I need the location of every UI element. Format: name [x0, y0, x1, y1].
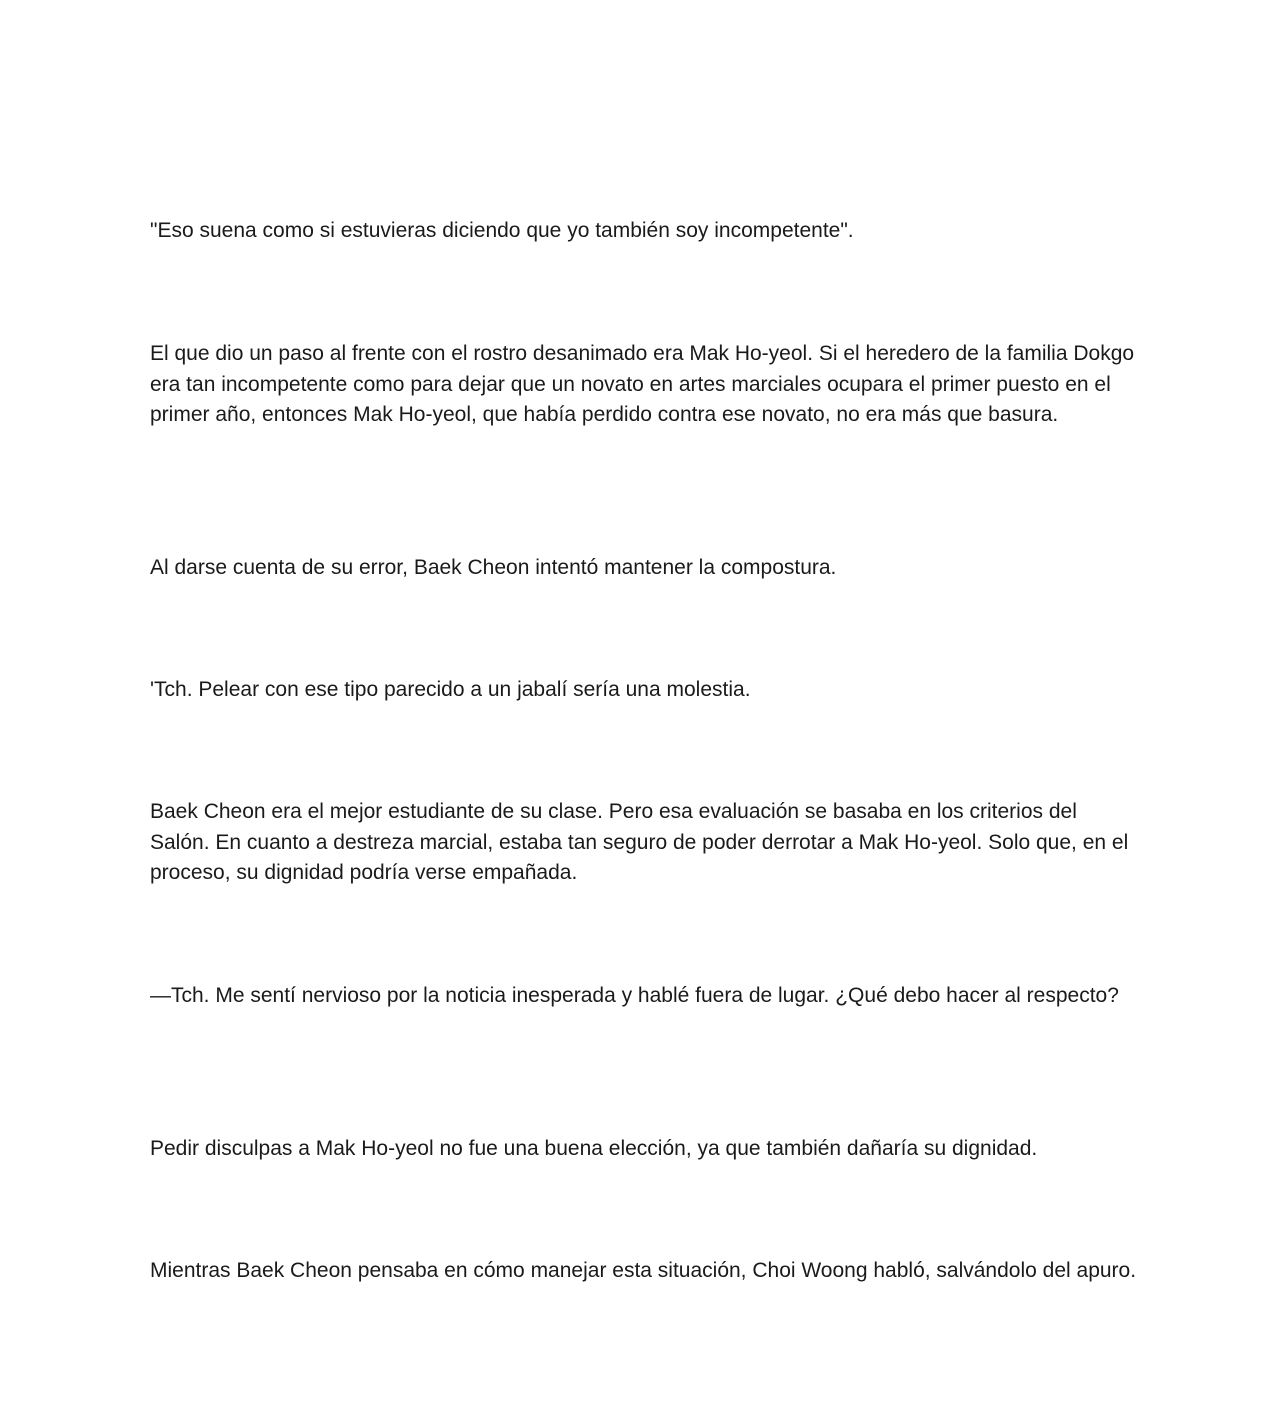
paragraph-8: Mientras Baek Cheon pensaba en cómo manejar esta situación, Choi Woong habló, salvándolo del apuro. [150, 1259, 1137, 1282]
paragraph-3: Al darse cuenta de su error, Baek Cheon intentó mantener la compostura. [150, 556, 837, 579]
paragraph-6: —Tch. Me sentí nervioso por la noticia inesperada y hablé fuera de lugar. ¿Qué debo hacer al respecto? [150, 984, 1119, 1007]
paragraph-7: Pedir disculpas a Mak Ho-yeol no fue una buena elección, ya que también dañaría su dignidad. [150, 1137, 1038, 1160]
paragraph-1: "Eso suena como si estuvieras diciendo que yo también soy incompetente". [150, 219, 854, 242]
paragraph-4: 'Tch. Pelear con ese tipo parecido a un jabalí sería una molestia. [150, 678, 751, 701]
paragraph-5: Baek Cheon era el mejor estudiante de su clase. Pero esa evaluación se basaba en los criterios del Salón. En cuanto a destreza marcial, estaba tan seguro de poder derrotar a Mak Ho-yeol. Solo que, en el proceso, su dignidad podría verse empañada. [150, 800, 1129, 884]
paragraph-2: El que dio un paso al frente con el rostro desanimado era Mak Ho-yeol. Si el heredero de la familia Dokgo era tan incompetente como para dejar que un novato en artes marciales ocupara el primer puesto en el primer año, entonces Mak Ho-yeol, que había perdido contra ese novato, no era más que basura. [150, 342, 1135, 426]
